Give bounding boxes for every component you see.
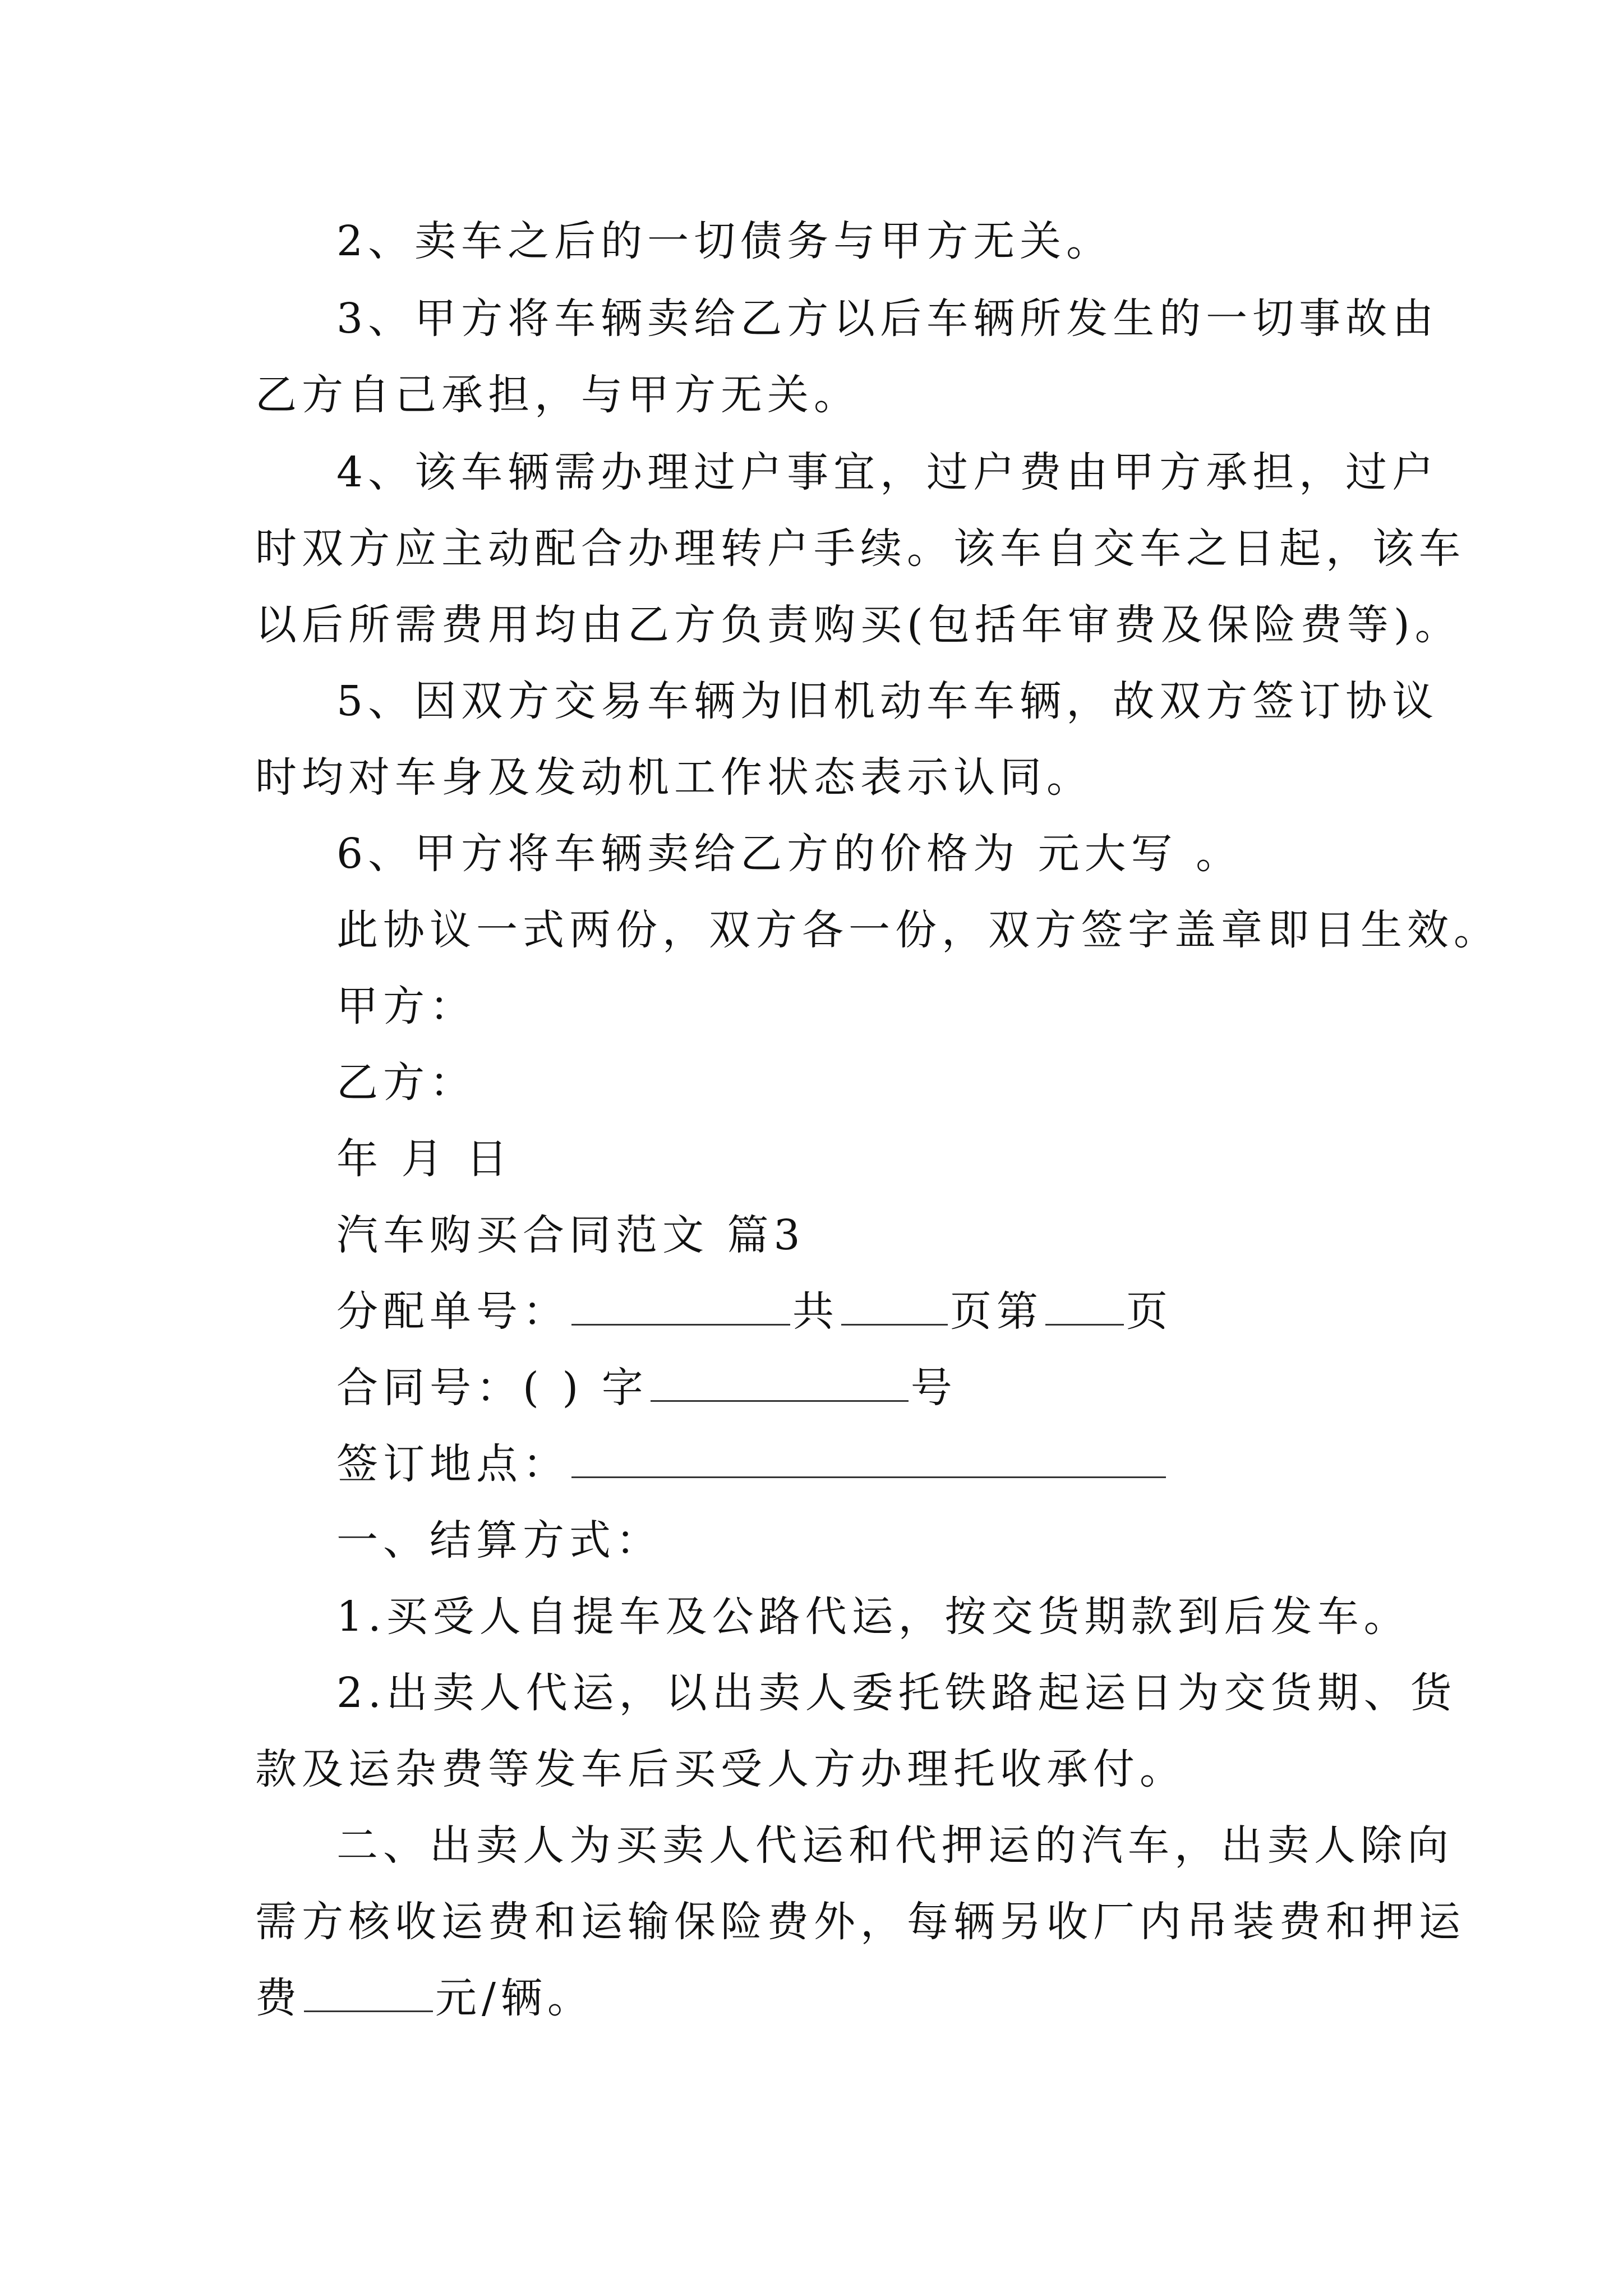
dispatch-number-label: 分配单号： (336, 1287, 569, 1336)
clause-1-item-1: 1.买受人自提车及公路代运，按交货期款到后发车。 (336, 1593, 1410, 1641)
paragraph-item-5-line2: 时均对车身及发动机工作状态表示认同。 (255, 753, 1093, 802)
paragraph-item-3-line1: 3、甲方将车辆卖给乙方以后车辆所发生的一切事故由 (336, 295, 1439, 343)
paragraph-item-6: 6、甲方将车辆卖给乙方的价格为 元大写 。 (336, 830, 1243, 878)
clause-2-line2: 需方核收运费和运输保险费外，每辆另收厂内吊装费和押运 (255, 1898, 1465, 1946)
section-title: 汽车购买合同范文 篇3 (336, 1211, 805, 1259)
dispatch-number-row (336, 1283, 1173, 1340)
contract-number-suffix: 号 (910, 1364, 957, 1412)
contract-number-label: 合同号：( ) 字 (336, 1364, 648, 1412)
clause-1-item-2-line2: 款及运杂费等发车后买受人方办理托收承付。 (255, 1745, 1186, 1793)
page-label: 页 (1126, 1287, 1173, 1336)
contract-number-row (336, 1360, 957, 1416)
clause-2-fee-blank (304, 1970, 433, 2012)
signing-place-label: 签订地点： (336, 1440, 569, 1488)
total-pages-label: 共 (792, 1287, 839, 1336)
paragraph-agreement-copies: 此协议一式两份，双方各一份，双方签字盖章即日生效。 (336, 906, 1500, 954)
clause-2-fee-suffix: 元/辆。 (435, 1974, 594, 2022)
paragraph-item-4-line2: 时双方应主动配合办理转户手续。该车自交车之日起，该车 (255, 524, 1465, 573)
total-pages-blank (841, 1283, 948, 1326)
clause-2-line1: 二、出卖人为买卖人代运和代押运的汽车，出卖人除向 (336, 1821, 1454, 1870)
contract-number-blank (651, 1360, 909, 1402)
party-a-label: 甲方： (336, 982, 476, 1030)
page-of-label: 页第 (950, 1287, 1043, 1336)
paragraph-item-2: 2、卖车之后的一切债务与甲方无关。 (336, 217, 1113, 265)
paragraph-item-5-line1: 5、因双方交易车辆为旧机动车车辆，故双方签订协议 (336, 677, 1439, 725)
dispatch-number-blank (571, 1283, 790, 1326)
party-b-label: 乙方： (336, 1059, 476, 1107)
clause-2-line3 (255, 1970, 594, 2026)
page-number-blank (1045, 1283, 1124, 1326)
paragraph-item-4-line1: 4、该车辆需办理过户事宜，过户费由甲方承担，过户 (336, 448, 1439, 496)
clause-1-item-2-line1: 2.出卖人代运，以出卖人委托铁路起运日为交货期、货 (336, 1669, 1457, 1717)
signing-place-blank (571, 1436, 1166, 1478)
signing-place-row (336, 1436, 1168, 1492)
date-line: 年 月 日 (336, 1135, 513, 1183)
paragraph-item-3-line2: 乙方自己承担，与甲方无关。 (255, 371, 860, 419)
paragraph-item-4-line3: 以后所需费用均由乙方负责购买(包括年审费及保险费等)。 (255, 601, 1461, 649)
clause-2-fee-prefix: 费 (255, 1974, 302, 2022)
clause-1-title: 一、结算方式： (336, 1516, 662, 1565)
